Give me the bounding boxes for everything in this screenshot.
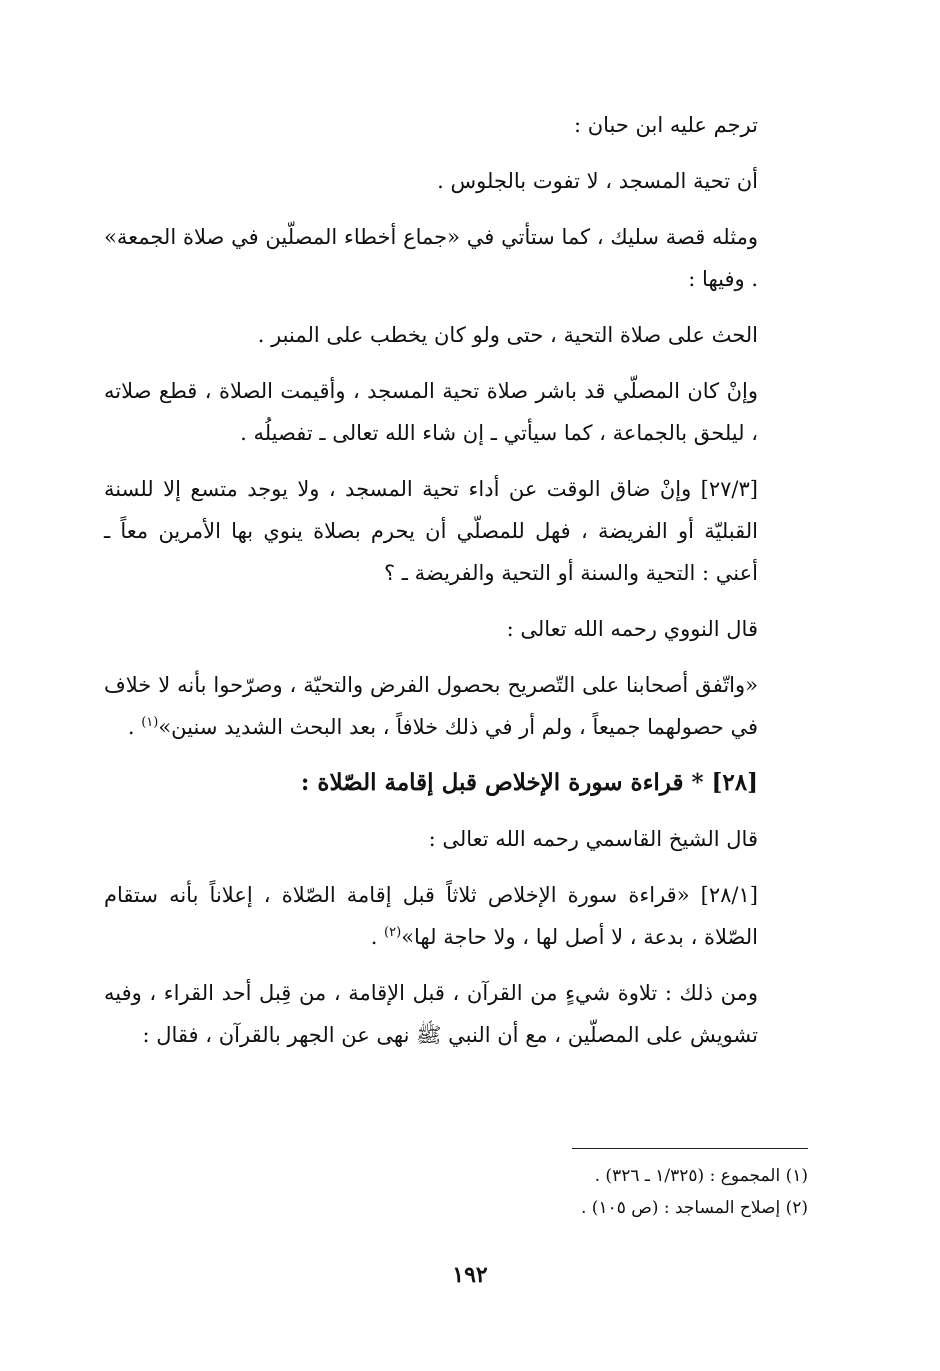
paragraph-end: . bbox=[370, 925, 385, 949]
paragraph: أن تحية المسجد ، لا تفوت بالجلوس . bbox=[437, 169, 758, 193]
paragraph: الحث على صلاة التحية ، حتى ولو كان يخطب على المنبر . bbox=[257, 323, 758, 347]
paragraph: قال النووي رحمه الله تعالى : bbox=[506, 617, 758, 641]
page-number: ١٩٢ bbox=[452, 1262, 488, 1288]
paragraph-text: [٢٨/١] «قراءة سورة الإخلاص ثلاثاً قبل إقامة الصّلاة ، إعلاناً بأنه ستقام الصّلاة ، بدعة ، لا أصل لها ، ولا حاجة لها» bbox=[104, 883, 758, 949]
footnote: (٢) إصلاح المساجد : (ص ١٠٥) . bbox=[581, 1198, 808, 1218]
paragraph-text: «واتّفق أصحابنا على التّصريح بحصول الفرض والتحيّة ، وصرّحوا بأنه لا خلاف في حصولهما جميعاً ، ولم أر في ذلك خلافاً ، بعد البحث الشديد سنين» bbox=[104, 673, 758, 739]
footnote-ref: (١) bbox=[141, 715, 159, 730]
section-heading: [٢٨] * قراءة سورة الإخلاص قبل إقامة الصّلاة : bbox=[300, 769, 758, 796]
footnote-divider bbox=[572, 1148, 808, 1149]
paragraph: وإنْ كان المصلّي قد باشر صلاة تحية المسجد ، وأقيمت الصلاة ، قطع صلاته ، ليلحق بالجماعة ، كما سيأتي ـ إن شاء الله تعالى ـ تفصيلُه . bbox=[104, 379, 758, 445]
footnote-ref: (٢) bbox=[384, 925, 402, 940]
paragraph-end: . bbox=[127, 715, 142, 739]
paragraph: ومثله قصة سليك ، كما ستأتي في «جماع أخطاء المصلّين في صلاة الجمعة» . وفيها : bbox=[104, 225, 758, 291]
footnotes bbox=[380, 1160, 808, 1224]
paragraph: [٢٧/٣] وإنْ ضاق الوقت عن أداء تحية المسجد ، ولا يوجد متسع إلا للسنة القبليّة أو الفريضة ، فهل للمصلّي أن يحرم بصلاة ينوي بها الأمرين معاً ـ أعني : التحية والسنة أو التحية والفريضة ـ ؟ bbox=[104, 477, 758, 585]
paragraph: ترجم عليه ابن حبان : bbox=[573, 113, 758, 137]
paragraph-with-footnote bbox=[104, 664, 758, 748]
footnote: (١) المجموع : (١/٣٢٥ ـ ٣٢٦) . bbox=[594, 1166, 808, 1186]
paragraph: قال الشيخ القاسمي رحمه الله تعالى : bbox=[428, 827, 758, 851]
main-text bbox=[104, 104, 758, 1070]
paragraph-with-footnote bbox=[104, 874, 758, 958]
paragraph: ومن ذلك : تلاوة شيءٍ من القرآن ، قبل الإقامة ، من قِبل أحد القراء ، وفيه تشويش على المصلّين ، مع أن النبي ﷺ نهى عن الجهر بالقرآن ، فقال : bbox=[104, 981, 758, 1047]
